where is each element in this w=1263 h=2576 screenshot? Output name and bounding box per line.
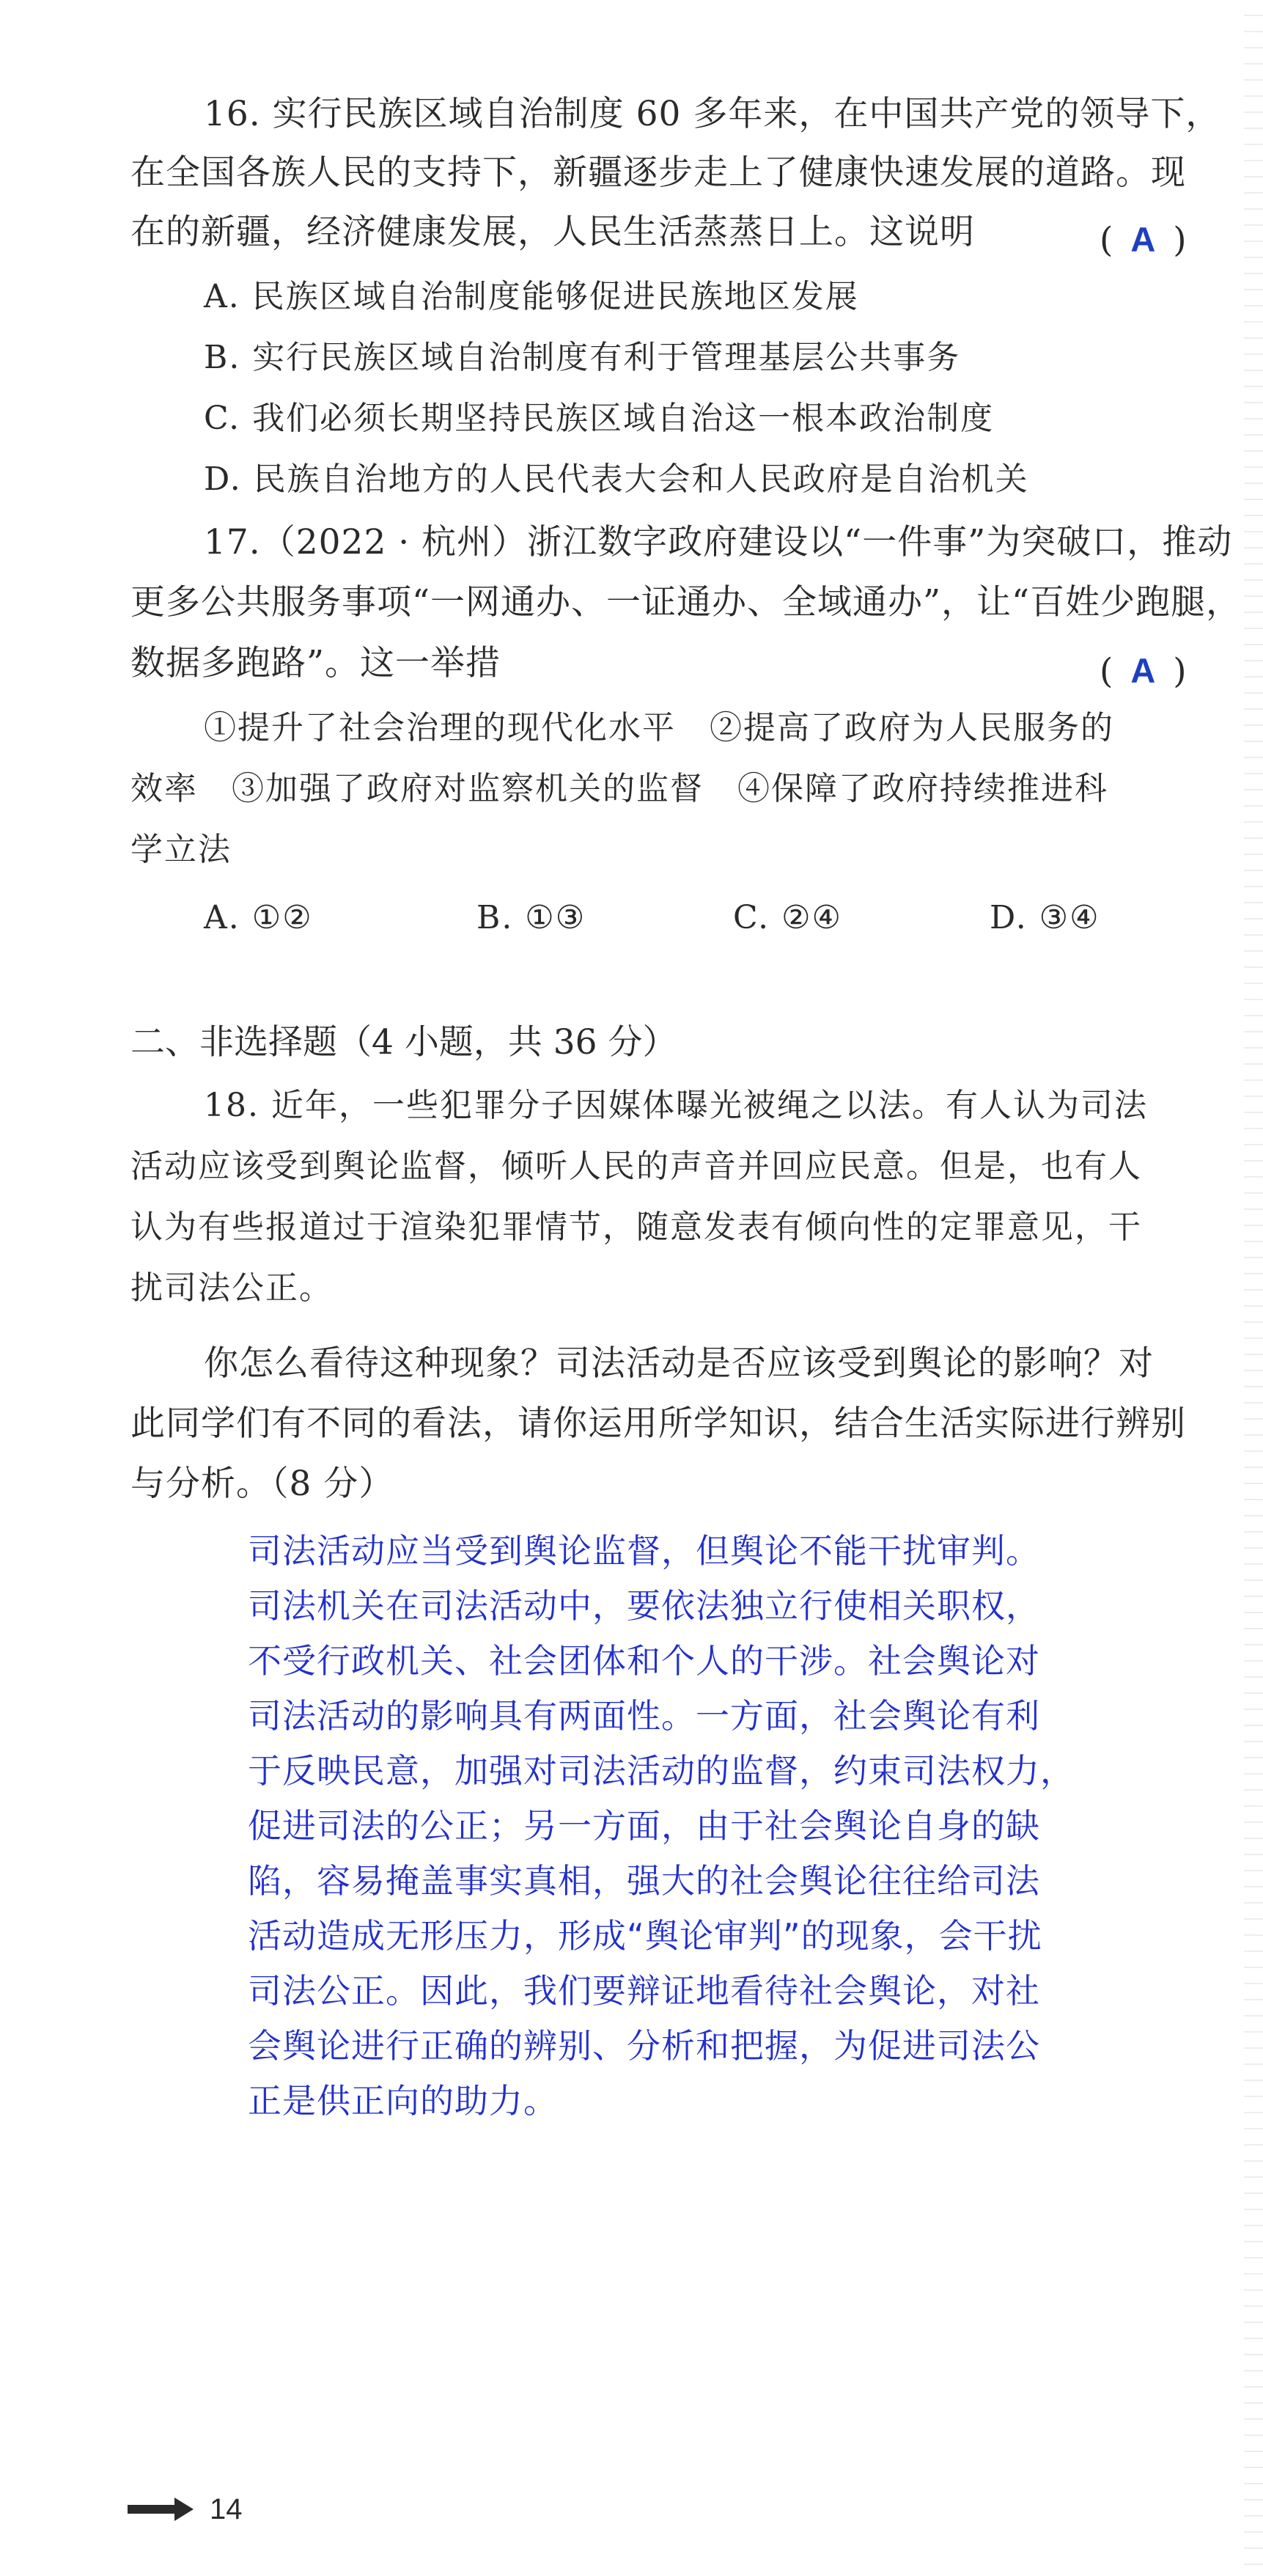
q18-answer-line-3: 不受行政机关、社会团体和个人的干涉。社会舆论对 [248, 1641, 1040, 1681]
q17-line-2: 更多公共服务事项“一网通办、一证通办、全域通办”，让“百姓少跑腿， [130, 582, 1242, 623]
q17-statement-2: 效率 ③加强了政府对监察机关的监督 ④保障了政府持续推进科 [130, 770, 1108, 807]
q17-answer: A [1130, 651, 1157, 690]
q16-line-2: 在全国各族人民的支持下，新疆逐步走上了健康快速发展的道路。现 [130, 153, 1186, 193]
q17-line-3: 数据多跑路”。这一举措 [130, 643, 501, 683]
q18-answer-line-8: 活动造成无形压力，形成“舆论审判”的现象，会干扰 [248, 1916, 1042, 1956]
q17-answer-bracket [1100, 649, 1188, 694]
q18-prompt-line-3: 与分析。（8 分） [130, 1464, 394, 1504]
q16-option-b: B. 实行民族区域自治制度有利于管理基层公共事务 [204, 339, 961, 376]
q16-option-d: D. 民族自治地方的人民代表大会和人民政府是自治机关 [204, 460, 1029, 498]
q18-line-4: 扰司法公正。 [130, 1269, 333, 1307]
page-number: 14 [210, 2492, 243, 2525]
section-2-title: 二、非选择题（4 小题，共 36 分） [130, 1022, 677, 1063]
q18-answer-line-9: 司法公正。因此，我们要辩证地看待社会舆论，对社 [248, 1971, 1040, 2011]
q17-answer-close: ) [1173, 651, 1188, 691]
q18-answer-line-11: 正是供正向的助力。 [248, 2081, 558, 2121]
page-edge-shadow [1244, 0, 1263, 2576]
q17-statement-3: 学立法 [130, 831, 232, 868]
q18-line-2: 活动应该受到舆论监督，倾听人民的声音并回应民意。但是，也有人 [130, 1148, 1142, 1185]
q16-answer-open: ( [1100, 220, 1115, 260]
q18-answer-line-5: 于反映民意，加强对司法活动的监督，约束司法权力， [248, 1751, 1075, 1791]
q17-line-1: 17.（2022 · 杭州）浙江数字政府建设以“一件事”为突破口，推动 [204, 522, 1233, 562]
q17-answer-open: ( [1100, 651, 1115, 691]
q16-line-3: 在的新疆，经济健康发展，人民生活蒸蒸日上。这说明 [130, 212, 975, 252]
q18-answer-line-6: 促进司法的公正；另一方面，由于社会舆论自身的缺 [248, 1806, 1040, 1846]
q16-answer-close: ) [1173, 220, 1188, 260]
arrow-right-icon [126, 2495, 195, 2524]
q16-line-1: 16. 实行民族区域自治制度 60 多年来，在中国共产党的领导下， [204, 94, 1221, 134]
q18-answer-line-10: 会舆论进行正确的辨别、分析和把握，为促进司法公 [248, 2026, 1040, 2066]
q16-answer-bracket [1100, 218, 1188, 263]
q18-prompt-line-1: 你怎么看待这种现象？司法活动是否应该受到舆论的影响？对 [204, 1343, 1154, 1384]
q18-answer-line-2: 司法机关在司法活动中，要依法独立行使相关职权， [248, 1586, 1040, 1626]
page-footer [126, 2487, 243, 2531]
q16-option-c: C. 我们必须长期坚持民族区域自治这一根本政治制度 [204, 400, 995, 437]
q17-choice-d: D. ③④ [990, 899, 1100, 936]
q17-choice-c: C. ②④ [733, 899, 842, 936]
q18-line-3: 认为有些报道过于渲染犯罪情节，随意发表有倾向性的定罪意见，干 [130, 1208, 1142, 1246]
q18-answer-line-1: 司法活动应当受到舆论监督，但舆论不能干扰审判。 [248, 1531, 1040, 1571]
q17-choice-b: B. ①③ [476, 899, 586, 936]
q18-answer-line-7: 陷，容易掩盖事实真相，强大的社会舆论往往给司法 [248, 1861, 1040, 1901]
q18-line-1: 18. 近年，一些犯罪分子因媒体曝光被绳之以法。有人认为司法 [204, 1087, 1148, 1124]
q18-answer-line-4: 司法活动的影响具有两面性。一方面，社会舆论有利 [248, 1696, 1040, 1736]
q17-choice-a: A. ①② [204, 899, 313, 936]
q18-prompt-line-2: 此同学们有不同的看法，请你运用所学知识，结合生活实际进行辨别 [130, 1403, 1186, 1444]
q17-statement-1: ①提升了社会治理的现代化水平 ②提高了政府为人民服务的 [204, 709, 1114, 746]
q16-answer: A [1130, 220, 1157, 259]
q16-option-a: A. 民族区域自治制度能够促进民族地区发展 [204, 278, 859, 315]
